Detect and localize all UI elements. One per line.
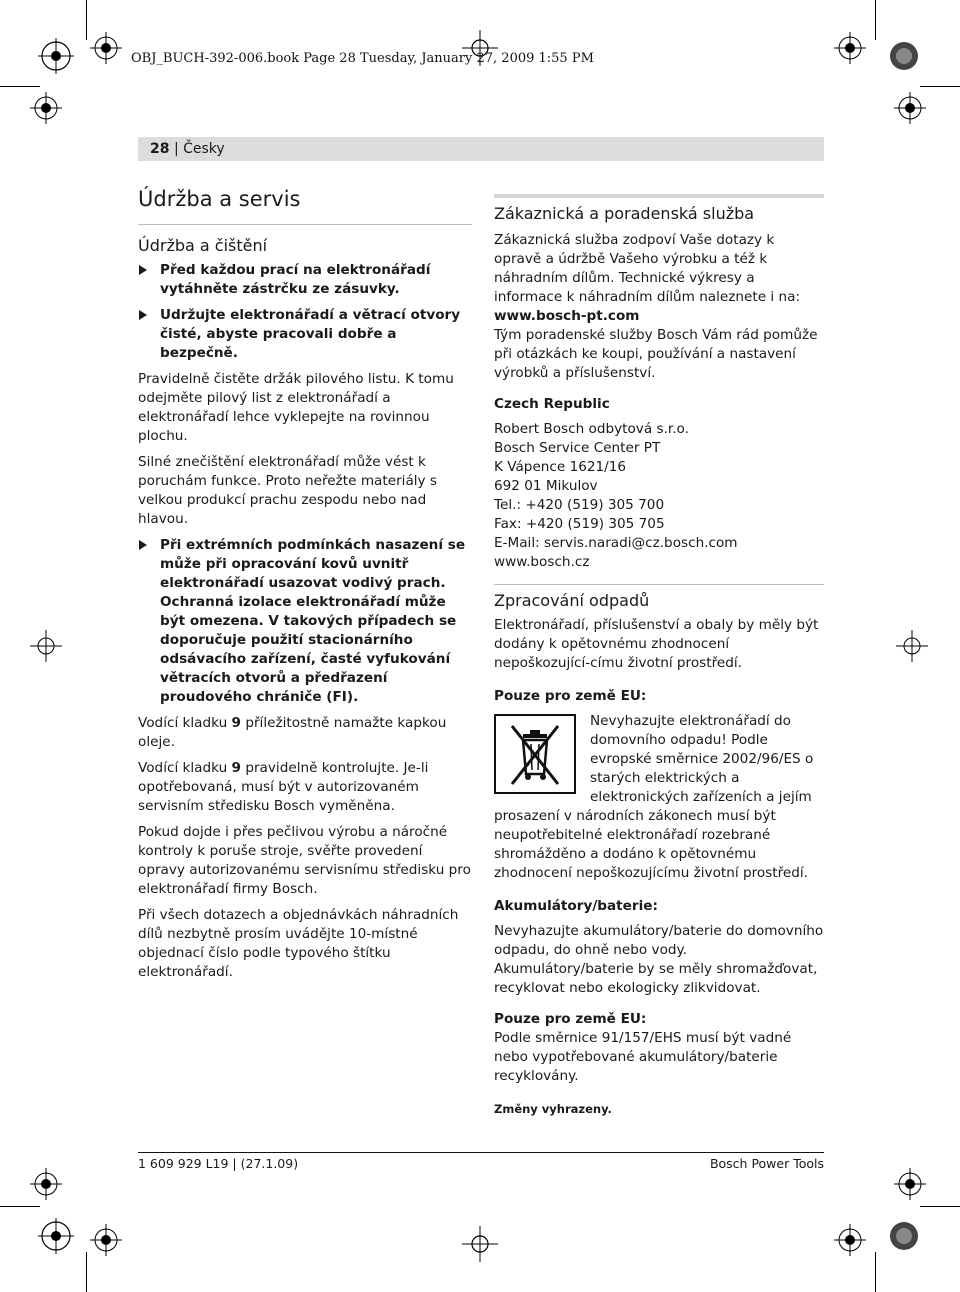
- bullet-triangle-icon: [139, 310, 147, 320]
- crossed-bin-icon: [494, 714, 576, 794]
- service-title: Zákaznická a poradenská služba: [494, 194, 824, 225]
- weee-block: [494, 712, 824, 883]
- service-url: www.bosch-pt.com: [494, 308, 640, 324]
- address-line: Robert Bosch odbytová s.r.o.: [494, 421, 689, 437]
- registration-mark-right-middle: [896, 630, 928, 662]
- registration-mark-bottom-left: [38, 1218, 74, 1254]
- address-line: Tel.: +420 (519) 305 700: [494, 497, 665, 513]
- text: Vodící kladku: [138, 760, 232, 776]
- warning-bullet: [138, 261, 472, 299]
- bullet-triangle-icon: [139, 540, 147, 550]
- paragraph: Tým poradenské služby Bosch Vám rád pomůže při otázkách ke koupi, používání a nastavení výrobků a příslušenství.: [494, 327, 818, 381]
- bullet-triangle-icon: [139, 265, 147, 275]
- text: Zákaznická služba zodpoví Vaše dotazy k opravě a údržbě Vašeho výrobku a též k náhradním dílům. Technické výkresy a informace k náhradním dílům naleznete i na:: [494, 232, 801, 305]
- crop-mark: [875, 1252, 876, 1292]
- paragraph: Nevyhazujte akumulátory/baterie do domovního odpadu, do ohně nebo vody. Akumulátory/baterie by se měly shromažďovat, recyklovat nebo ekologicky zlikvidovat.: [494, 923, 824, 996]
- address-line: K Vápence 1621/16: [494, 459, 627, 475]
- registration-mark-top-right: [886, 38, 922, 74]
- crop-mark: [875, 0, 876, 40]
- crop-mark: [920, 86, 960, 87]
- registration-mark-bottom-left-inner: [90, 1224, 122, 1256]
- eu-heading: Pouze pro země EU:: [494, 1011, 647, 1027]
- country-heading: Czech Republic: [494, 396, 610, 412]
- registration-mark-right-lower: [894, 1168, 926, 1200]
- warning-bullet: [138, 306, 472, 363]
- paragraph: [138, 759, 472, 816]
- warning-bullet: [138, 536, 472, 707]
- battery-heading: Akumulátory/baterie:: [494, 898, 658, 914]
- address-line: E-Mail: servis.naradi@cz.bosch.com: [494, 535, 738, 551]
- paragraph: Nevyhazujte elektronářadí do domovního odpadu! Podle evropské směrnice 2002/96/ES o starých elektrických a elektronických zařízeních a jejím prosazení v národních zákonech musí být neupotřebitelné elektronářadí rozebrané shromážděno a dodáno k opětovnému zhodnocení nepoškozujícímu životní prostředí.: [494, 713, 814, 881]
- footer-rule: [138, 1152, 824, 1153]
- bullet-text: Při extrémních podmínkách nasazení se může při opracování kovů uvnitř elektronářadí usazovat vodivý prach. Ochranná izolace elektronářadí může být omezena. V takových případech se doporučuje použití stacionárního odsávacího zařízení, časté vyfukování větracích otvorů a předřazení proudového chrániče (FI).: [160, 537, 466, 705]
- page-header-bar: [138, 137, 824, 161]
- registration-mark-left-upper: [30, 92, 62, 124]
- crop-mark: [86, 0, 87, 40]
- registration-mark-left-lower: [30, 1168, 62, 1200]
- registration-mark-bottom-right: [886, 1218, 922, 1254]
- paragraph: Pravidelně čistěte držák pilového listu. K tomu odejměte pilový list z elektronářadí a elektronářadí lehce vyklepejte na rovinnou plochu.: [138, 371, 454, 444]
- disposal-title: Zpracování odpadů: [494, 584, 824, 612]
- paragraph: [138, 714, 472, 752]
- registration-mark-bottom-right-inner: [834, 1224, 866, 1256]
- paragraph: Silné znečištění elektronářadí může vést k poruchám funkce. Proto neřežte materiály s velkou produkcí prachu zespodu nebo nad hlavou.: [138, 454, 438, 527]
- paragraph: Elektronářadí, příslušenství a obaly by měly být dodány k opětovnému zhodnocení nepoškozující-címu životní prostředí.: [494, 617, 819, 671]
- text: příležitostně namažte kapkou oleje.: [138, 715, 447, 750]
- paragraph: [494, 231, 824, 326]
- registration-mark-top-right-inner: [834, 32, 866, 64]
- address-line: Fax: +420 (519) 305 705: [494, 516, 665, 532]
- section-title: Údržba a servis: [138, 184, 472, 225]
- page-language: Česky: [183, 141, 225, 157]
- page-number: 28: [150, 141, 170, 157]
- paragraph: Podle směrnice 91/157/EHS musí být vadné nebo vypotřebované akumulátory/baterie recyklovány.: [494, 1030, 792, 1084]
- text: pravidelně kontrolujte. Je-li opotřebovaná, musí být v autorizovaném servisním středisku Bosch vyměněna.: [138, 760, 429, 814]
- crop-mark: [0, 86, 40, 87]
- changes-reserved: Změny vyhrazeny.: [494, 1102, 612, 1116]
- registration-mark-top-left-inner: [90, 32, 122, 64]
- registration-mark-right-upper: [894, 92, 926, 124]
- paragraph: Při všech dotazech a objednávkách náhradních dílů nezbytně prosím uvádějte 10-místné objednací číslo podle typového štítku elektronářadí.: [138, 907, 459, 980]
- address-line: 692 01 Mikulov: [494, 478, 598, 494]
- right-column: [494, 194, 824, 1119]
- bullet-text: Udržujte elektronářadí a větrací otvory čisté, abyste pracovali dobře a bezpečně.: [160, 307, 461, 361]
- part-number: 9: [231, 760, 242, 776]
- part-number: 9: [231, 715, 242, 731]
- left-column: [138, 184, 472, 989]
- address-line: www.bosch.cz: [494, 554, 590, 570]
- crop-mark: [0, 1206, 40, 1207]
- bullet-text: Před každou prací na elektronářadí vytáhněte zástrčku ze zásuvky.: [160, 262, 431, 297]
- registration-mark-bottom-center: [462, 1226, 498, 1262]
- registration-mark-top-left: [38, 38, 74, 74]
- text: Vodící kladku: [138, 715, 232, 731]
- page-header-separator: |: [173, 141, 179, 157]
- crop-mark: [86, 1252, 87, 1292]
- footer-brand: Bosch Power Tools: [709, 1156, 824, 1171]
- paragraph: Pokud dojde i přes pečlivou výrobu a náročné kontroly k poruše stroje, svěřte provedení opravy autorizovanému servisnímu středisku pro elektronářadí firmy Bosch.: [138, 824, 471, 897]
- eu-heading: Pouze pro země EU:: [494, 688, 647, 704]
- footer-order-number: 1 609 929 L19 | (27.1.09): [138, 1156, 299, 1171]
- registration-mark-left-middle: [30, 630, 62, 662]
- address-block: [494, 420, 824, 572]
- address-line: Bosch Service Center PT: [494, 440, 661, 456]
- crop-mark: [920, 1206, 960, 1207]
- subsection-title: Údržba a čištění: [138, 236, 268, 255]
- print-header: OBJ_BUCH-392-006.book Page 28 Tuesday, January 27, 2009 1:55 PM: [131, 51, 594, 66]
